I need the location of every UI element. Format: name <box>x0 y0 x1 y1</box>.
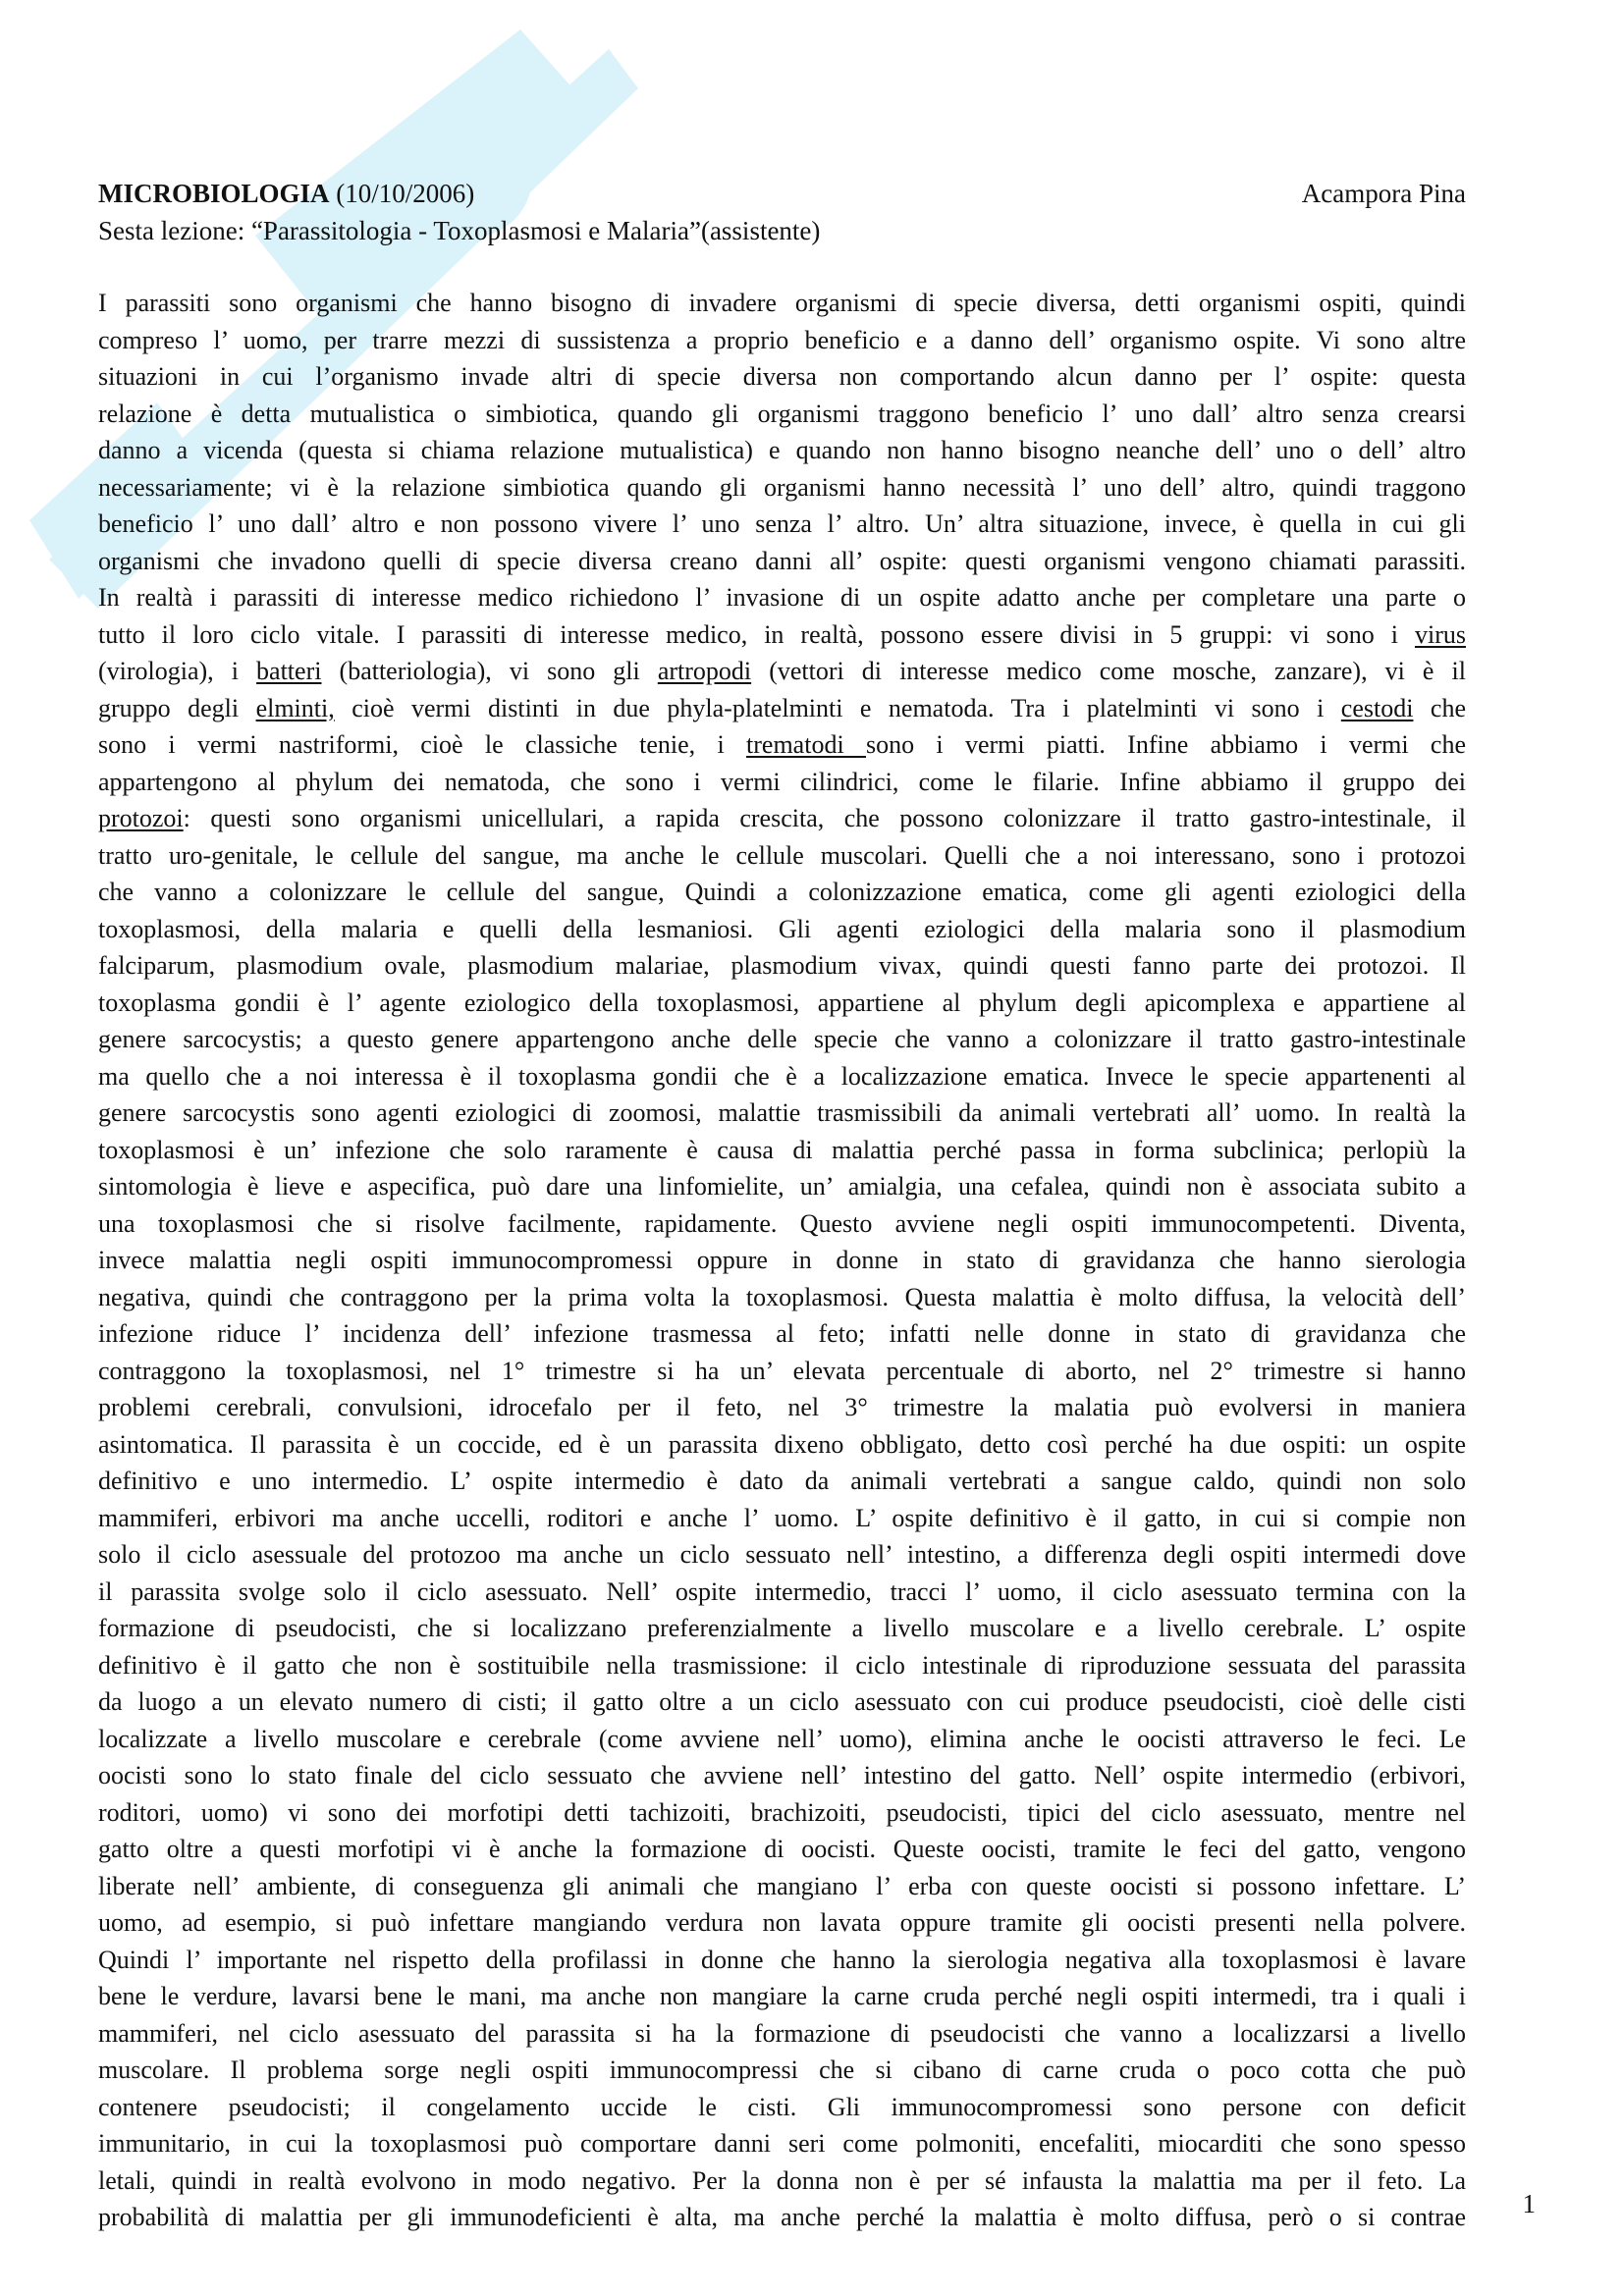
text-run: (batteriologia), vi sono gli <box>321 657 658 685</box>
text-run: gatto oltre a questi morfotipi vi è anche la formazione di oocisti. Queste oocisti, tramite le feci del gatto, vengono <box>98 1835 1466 1863</box>
text-run: organismi che invadono quelli di specie diversa creano danni all’ ospite: questi organismi vengono chiamati parassiti. <box>98 546 1466 575</box>
text-run: invece malattia negli ospiti immunocompromessi oppure in donne in stato di gravidanza che hanno sierologia <box>98 1246 1466 1274</box>
text-run: oocisti sono lo stato finale del ciclo sessuato che avviene nell’ intestino del gatto. Nell’ ospite intermedio (erbivori, <box>98 1761 1466 1789</box>
text-run: uomo, ad esempio, si può infettare mangiando verdura non lavata oppure tramite gli oocisti presenti nella polvere. <box>98 1908 1466 1937</box>
text-run: appartengono al phylum dei nematoda, che sono i vermi cilindrici, come le filarie. Infine abbiamo il gruppo dei <box>98 767 1466 796</box>
text-line <box>98 1721 1466 1758</box>
text-run: ma quello che a noi interessa è il toxoplasma gondii che è a localizzazione ematica. Invece le specie appartenenti al <box>98 1061 1466 1091</box>
text-run: muscolare. Il problema sorge negli ospiti immunocompressi che si cibano di carne cruda o poco cotta che può <box>98 2056 1466 2084</box>
document-header <box>98 175 1466 212</box>
underlined-term: trematodi <box>746 730 866 759</box>
author-name: Acampora Pina <box>1301 179 1466 208</box>
text-run: problemi cerebrali, convulsioni, idrocefalo per il feto, nel 3° trimestre la malatia può evolversi in maniera <box>98 1393 1466 1421</box>
course-title: MICROBIOLOGIA <box>98 179 330 208</box>
text-line <box>98 579 1466 616</box>
text-run: che <box>1413 693 1466 722</box>
text-line <box>98 616 1466 654</box>
underlined-term: virus <box>1415 619 1466 649</box>
underlined-term: batteri <box>256 657 322 685</box>
text-line <box>98 1389 1466 1426</box>
text-line <box>98 1021 1466 1058</box>
text-line <box>98 1205 1466 1243</box>
text-run: toxoplasmosi, della malaria e quelli della lesmaniosi. Gli agenti eziologici della malaria sono il plasmodium <box>98 914 1466 943</box>
text-line <box>98 1610 1466 1647</box>
text-line <box>98 1353 1466 1390</box>
text-run: I parassiti sono organismi che hanno bisogno di invadere organismi di specie diversa, detti organismi ospiti, quindi <box>98 289 1466 317</box>
text-line <box>98 837 1466 875</box>
text-line <box>98 1683 1466 1721</box>
text-line <box>98 911 1466 948</box>
text-run: sono i vermi piatti. Infine abbiamo i vermi che <box>865 730 1466 759</box>
text-run: sono i vermi nastriformi, cioè le classiche tenie, i <box>98 730 747 759</box>
text-line <box>98 1315 1466 1353</box>
text-line <box>98 1757 1466 1794</box>
lecture-date: (10/10/2006) <box>336 179 475 208</box>
text-run: infezione riduce l’ incidenza dell’ infezione trasmessa al feto; infatti nelle donne in stato di gravidanza che <box>98 1319 1466 1348</box>
text-line <box>98 543 1466 580</box>
text-line <box>98 1426 1466 1464</box>
text-line <box>98 1868 1466 1905</box>
text-line <box>98 2052 1466 2089</box>
underlined-term: protozoi <box>98 804 184 832</box>
text-line <box>98 432 1466 469</box>
text-run: : questi sono organismi unicellulari, a rapida crescita, che possono colonizzare il tratto gastro-intestinale, il <box>183 804 1466 832</box>
text-run: una toxoplasmosi che si risolve facilmente, rapidamente. Questo avviene negli ospiti immunocompetenti. Diventa, <box>98 1208 1466 1238</box>
text-run: localizzate a livello muscolare e cerebrale (come avviene nell’ uomo), elimina anche le oocisti attraverso le feci. Le <box>98 1724 1466 1753</box>
text-run: negativa, quindi che contraggono per la prima volta la toxoplasmosi. Questa malattia è molto diffusa, la velocità dell’ <box>98 1282 1466 1311</box>
text-run: gruppo degli <box>98 693 256 722</box>
text-run: tutto il loro ciclo vitale. I parassiti di interesse medico, in realtà, possono essere divisi in 5 gruppi: vi sono i <box>98 619 1415 649</box>
text-line <box>98 506 1466 543</box>
lecture-subtitle: Sesta lezione: “Parassitologia - Toxoplasmosi e Malaria”(assistente) <box>98 216 821 245</box>
text-run: relazione è detta mutualistica o simbiotica, quando gli organismi traggono beneficio l’ uno dall’ altro senza crearsi <box>98 399 1466 428</box>
text-line <box>98 322 1466 359</box>
text-run: falciparum, plasmodium ovale, plasmodium malariae, plasmodium vivax, quindi questi fanno parte dei protozoi. Il <box>98 951 1466 980</box>
text-run: toxoplasmosi è un’ infezione che solo raramente è causa di malattia perché passa in forma subclinica; perlopiù la <box>98 1135 1466 1164</box>
text-line <box>98 947 1466 985</box>
text-line <box>98 2199 1466 2236</box>
text-run: Quindi l’ importante nel rispetto della profilassi in donne che hanno la sierologia negativa alla toxoplasmosi è lavare <box>98 1945 1466 1974</box>
text-line <box>98 800 1466 837</box>
text-line <box>98 2125 1466 2163</box>
text-line <box>98 2089 1466 2126</box>
text-line <box>98 2163 1466 2200</box>
text-line <box>98 1095 1466 1132</box>
text-run: necessariamente; vi è la relazione simbiotica quando gli organismi hanno necessità l’ uno dell’ altro, quindi traggono <box>98 472 1466 502</box>
text-line <box>98 285 1466 322</box>
text-line <box>98 1536 1466 1574</box>
text-run: (virologia), i <box>98 657 257 685</box>
text-run: asintomatica. Il parassita è un coccide, ed è un parassita dixeno obbligato, detto così perché ha due ospiti: un ospite <box>98 1429 1466 1459</box>
text-line <box>98 396 1466 433</box>
text-run: genere sarcocystis sono agenti eziologici di zoomosi, malattie trasmissibili da animali vertebrati all’ uomo. In realtà la <box>98 1098 1466 1127</box>
text-line <box>98 985 1466 1022</box>
text-run: mammiferi, erbivori ma anche uccelli, roditori e anche l’ uomo. L’ ospite definitivo è il gatto, in cui si compie non <box>98 1503 1466 1532</box>
text-line <box>98 1831 1466 1868</box>
text-line <box>98 690 1466 727</box>
document-page <box>98 175 1466 2236</box>
body-paragraph <box>98 285 1466 2236</box>
text-line <box>98 1058 1466 1095</box>
text-run: definitivo e uno intermedio. L’ ospite intermedio è dato da animali vertebrati a sangue caldo, quindi non solo <box>98 1467 1466 1495</box>
text-line <box>98 1132 1466 1169</box>
page-number: 1 <box>1522 2189 1536 2218</box>
text-run: formazione di pseudocisti, che si localizzano preferenzialmente a livello muscolare e a livello cerebrale. L’ ospite <box>98 1614 1466 1642</box>
text-line <box>98 1978 1466 2015</box>
text-line <box>98 1647 1466 1684</box>
text-line <box>98 653 1466 690</box>
text-run: contraggono la toxoplasmosi, nel 1° trimestre si ha un’ elevata percentuale di aborto, nel 2° trimestre si hanno <box>98 1356 1466 1385</box>
text-line <box>98 726 1466 764</box>
text-run: beneficio l’ uno dall’ altro e non possono vivere l’ uno senza l’ altro. Un’ altra situazione, invece, è quella in cui gli <box>98 509 1466 538</box>
text-run: situazioni in cui l’organismo invade altri di specie diversa non comportando alcun danno per l’ ospite: questa <box>98 362 1466 391</box>
text-line <box>98 1463 1466 1500</box>
underlined-term: cestodi <box>1340 693 1414 722</box>
text-line <box>98 1794 1466 1832</box>
text-line <box>98 1942 1466 1979</box>
text-run: che vanno a colonizzare le cellule del sangue, Quindi a colonizzazione ematica, come gli agenti eziologici della <box>98 878 1466 906</box>
text-run: il parassita svolge solo il ciclo asessuato. Nell’ ospite intermedio, tracci l’ uomo, il ciclo asessuato termina con la <box>98 1576 1466 1606</box>
text-run: da luogo a un elevato numero di cisti; il gatto oltre a un ciclo asessuato con cui produce pseudocisti, cioè delle cisti <box>98 1687 1466 1716</box>
text-line <box>98 764 1466 801</box>
text-line <box>98 1242 1466 1279</box>
text-line <box>98 1168 1466 1205</box>
text-line <box>98 1904 1466 1942</box>
text-run: compreso l’ uomo, per trarre mezzi di sussistenza a proprio beneficio e a danno dell’ organismo ospite. Vi sono altre <box>98 325 1466 354</box>
text-run: mammiferi, nel ciclo asessuato del parassita si ha la formazione di pseudocisti che vanno a localizzarsi a livello <box>98 2018 1466 2048</box>
text-run: sintomologia è lieve e aspecifica, può dare una linfomielite, un’ amialgia, una cefalea, quindi non è associata subito a <box>98 1172 1466 1201</box>
text-line <box>98 2015 1466 2053</box>
underlined-term: elminti, <box>255 693 335 722</box>
text-run: bene le verdure, lavarsi bene le mani, ma anche non mangiare la carne cruda perché negli ospiti intermedi, tra i quali i <box>98 1982 1466 2010</box>
text-run: solo il ciclo asessuale del protozoo ma anche un ciclo sessuato nell’ intestino, a differenza degli ospiti intermedi dove <box>98 1540 1466 1569</box>
text-line <box>98 1500 1466 1537</box>
text-line <box>98 1279 1466 1316</box>
text-run: contenere pseudocisti; il congelamento uccide le cisti. Gli immunocompromessi sono persone con deficit <box>98 2092 1466 2121</box>
text-run: roditori, uomo) vi sono dei morfotipi detti tachizoiti, brachizoiti, pseudocisti, tipici del ciclo asessuato, mentre nel <box>98 1797 1466 1827</box>
text-run: cioè vermi distinti in due phyla-platelminti e nematoda. Tra i platelminti vi sono i <box>334 693 1341 722</box>
text-run: danno a vicenda (questa si chiama relazione mutualistica) e quando non hanno bisogno neanche dell’ uno o dell’ altro <box>98 436 1466 464</box>
text-run: immunitario, in cui la toxoplasmosi può comportare danni seri come polmoniti, encefaliti, miocarditi che sono spesso <box>98 2129 1466 2158</box>
text-line <box>98 469 1466 507</box>
text-run: toxoplasma gondii è l’ agente eziologico della toxoplasmosi, appartiene al phylum degli apicomplexa e appartiene al <box>98 988 1466 1017</box>
text-run: probabilità di malattia per gli immunodeficienti è alta, ma anche perché la malattia è molto diffusa, però o si contrae <box>98 2203 1466 2231</box>
text-line <box>98 358 1466 396</box>
text-run: genere sarcocystis; a questo genere appartengono anche delle specie che vanno a colonizzare il tratto gastro-intestinale <box>98 1025 1466 1053</box>
text-run: letali, quindi in realtà evolvono in modo negativo. Per la donna non è per sé infausta la malattia ma per il feto. La <box>98 2165 1466 2195</box>
text-run: definitivo è il gatto che non è sostituibile nella trasmissione: il ciclo intestinale di riproduzione sessuata del parassita <box>98 1650 1466 1680</box>
text-run: In realtà i parassiti di interesse medico richiedono l’ invasione di un ospite adatto anche per completare una parte o <box>98 583 1466 612</box>
text-run: liberate nell’ ambiente, di conseguenza gli animali che mangiano l’ erba con queste oocisti si possono infettare. L’ <box>98 1871 1466 1900</box>
text-line <box>98 874 1466 911</box>
text-run: tratto uro-genitale, le cellule del sangue, ma anche le cellule muscolari. Quelli che a noi interessano, sono i protozoi <box>98 840 1466 870</box>
text-run: (vettori di interesse medico come mosche, zanzare), vi è il <box>751 657 1466 685</box>
text-line <box>98 1574 1466 1611</box>
underlined-term: artropodi <box>657 657 752 685</box>
